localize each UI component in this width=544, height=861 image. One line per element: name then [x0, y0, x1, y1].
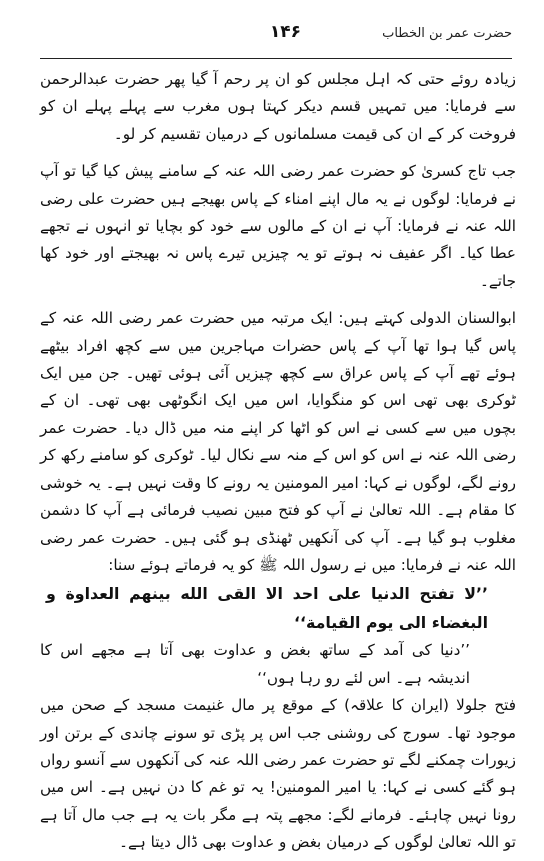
paragraph-gap: [40, 148, 516, 158]
page-body: [40, 66, 516, 857]
page-number: ۱۴۶: [269, 22, 302, 42]
hadith-arabic: ’’لا تفتح الدنيا على احد الا القى الله بينهم العداوة و البغضاء الى يوم القيامة‘‘: [46, 584, 488, 633]
paragraph-3: ابوالسنان الدولی کہتے ہیں: ایک مرتبہ میں حضرت عمر رضی اللہ عنہ کے پاس گیا ہوا تھا آپ کے پاس حضرات مہاجرین میں سے کچھ افراد بیٹھے ہوئے تھے آپ کے پاس عراق سے کچھ چیزیں آئی ہوئی تھیں۔ جن میں ایک ٹوکری بھی تھی اس کو منگوایا، اس میں ایک انگوٹھی بھی تھی۔ ان کے بچوں میں سے کسی نے اس کو اٹھا کر اپنے منہ میں ڈال دیا۔ حضرت عمر رضی اللہ عنہ نے اس کو اس کے منہ سے نکال لیا۔ ٹوکری کو سامنے رکھ کر رونے لگے، لوگوں نے کہا: امیر المومنین یہ رونے کا وقت نہیں ہے۔ یہ خوشی کا مقام ہے۔ اللہ تعالیٰ نے آپ کو فتح مبین نصیب فرمائی ہے آپ کا دشمن مغلوب ہو گیا ہے۔ آپ کی آنکھیں ٹھنڈی ہو گئی ہیں۔ حضرت عمر رضی اللہ عنہ نے فرمایا: میں نے رسول اللہ ﷺ کو یہ فرماتے ہوئے سنا:: [40, 309, 516, 574]
paragraph-gap: [40, 295, 516, 305]
page-header: [40, 18, 512, 52]
paragraph-4: فتح جلولا (ایران کا علاقہ) کے موقع پر مال غنیمت مسجد کے صحن میں موجود تھا۔ سورج کی روشنی جب اس پر پڑی تو سونے چاندی کے برتن اور زیورات چمکنے لگے تو حضرت عمر رضی اللہ عنہ کی آنکھوں سے آنسو رواں ہو گئے کسی نے کہا: یا امیر المومنین! یہ تو غم کا دن نہیں ہے۔ اس میں رونا نہیں چاہئے۔ فرمانے لگے: مجھے پتہ ہے مگر بات یہ ہے جب مال آتا ہے تو اللہ تعالیٰ لوگوں کے درمیان بغض و عداوت بھی ڈال دیتا ہے۔: [40, 696, 516, 852]
hadith-translation: ’’دنیا کی آمد کے ساتھ بغض و عداوت بھی آتا ہے مجھے اس کا اندیشہ ہے۔ اس لئے رو رہا ہوں‘‘: [40, 641, 470, 687]
paragraph-1: زیادہ روئے حتی کہ اہل مجلس کو ان پر رحم آ گیا پھر حضرت عبدالرحمن سے فرمایا: میں تمہیں قسم دیکر کہتا ہوں مغرب سے پہلے پہلے ان کو فروخت کر کے ان کی قیمت مسلمانوں کے درمیان تقسیم کر لو۔: [40, 70, 516, 143]
running-title: حضرت عمر بن الخطاب: [382, 26, 512, 41]
paragraph-2: جب تاج کسریٰ کو حضرت عمر رضی اللہ عنہ کے سامنے پیش کیا گیا تو آپ نے فرمایا: لوگوں نے یہ مال اپنے امناء کے پاس بھیجے ہیں حضرت علی رضی اللہ عنہ نے فرمایا: آپ نے ان کے مالوں سے خود کو بچایا تو انہوں نے تجھے عطا کیا۔ اگر عفیف نہ ہوتے تو یہ چیزیں تیرے پاس نہ بھیجتے اور خود کھا جاتے۔: [40, 162, 516, 290]
header-rule: [40, 58, 512, 59]
